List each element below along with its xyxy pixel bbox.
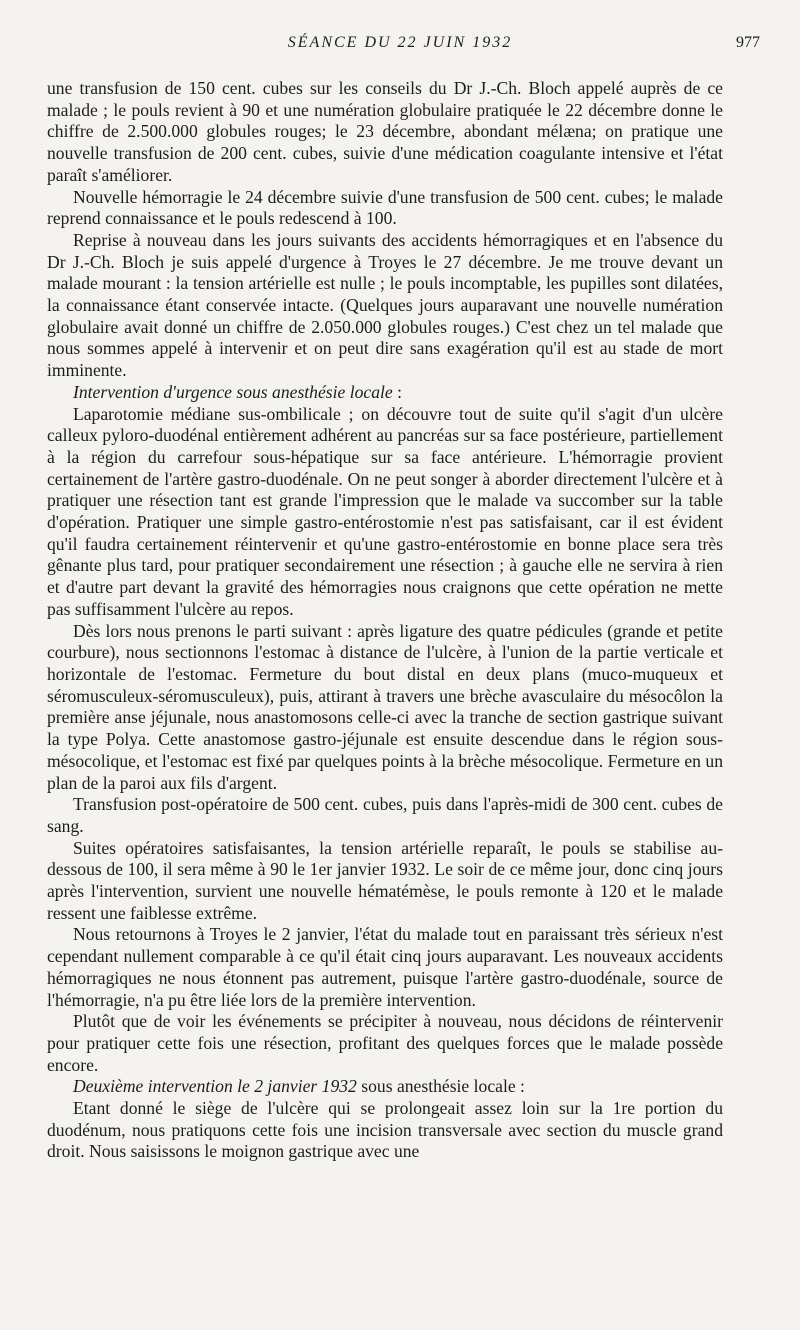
section-heading	[47, 382, 723, 404]
heading-suffix: sous anesthésie locale :	[356, 1076, 525, 1097]
paragraph: Dès lors nous prenons le parti suivant : après ligature des quatre pédicules (grande et petite courbure), nous sectionnons l'estomac à distance de l'ulcère, à l'union de la partie verticale et horizontale de l'estomac. Fermeture du bout distal en deux plans (muco-muqueux et séromusculeux-séromusculeux), puis, attirant à travers une brèche avasculaire du mésocôlon la première anse jéjunale, nous anastomosons celle-ci avec la tranche de section gastrique suivant la type Polya. Cette anastomose gastro-jéjunale est ensuite descendue dans le région sous-mésocolique, et l'estomac est fixé par quelques points à la brèche mésocolique. Fermeture en un plan de la paroi aux fils d'argent.	[47, 620, 723, 793]
paragraph: Plutôt que de voir les événements se précipiter à nouveau, nous décidons de réintervenir pour pratiquer cette fois une résection, profitant des quelques forces que le malade possède encore.	[47, 1011, 723, 1075]
paragraph: Nouvelle hémorragie le 24 décembre suivie d'une transfusion de 500 cent. cubes; le malade reprend connaissance et le pouls redescend à 100.	[47, 186, 723, 229]
heading-text: Deuxième intervention le 2 janvier 1932	[73, 1076, 357, 1097]
heading-suffix: :	[392, 381, 403, 402]
paragraph: Laparotomie médiane sus-ombilicale ; on découvre tout de suite qu'il s'agit d'un ulcère calleux pyloro-duodénal entièrement adhérent au pancréas sur sa face postérieure, partiellement à la région du carrefour sous-hépatique sur sa face antérieure. L'hémorragie provient certainement de l'artère gastro-duodénale. On ne peut songer à aborder directement l'ulcère et à pratiquer une résection tant est grande l'impression que le malade va succomber sur la table d'opération. Pratiquer une simple gastro-entérostomie n'est pas satisfaisant, car il est évident qu'il faudra certainement réintervenir et qu'une gastro-entérostomie en bonne place sera très gênante plus tard, pour pratiquer secondairement une résection ; à gauche elle ne servira à rien et d'autre part devant la gravité des hémorragies nous craignons que cette opération ne mette pas suffisamment l'ulcère au repos.	[47, 403, 723, 619]
heading-text: Intervention d'urgence sous anesthésie locale	[73, 381, 393, 402]
paragraph: Suites opératoires satisfaisantes, la tension artérielle reparaît, le pouls se stabilise au-dessous de 100, il sera même à 90 le 1er janvier 1932. Le soir de ce même jour, donc cinq jours après l'intervention, survient une nouvelle hématémèse, le pouls remonte à 120 et le malade ressent une faiblesse extrême.	[47, 837, 723, 923]
paragraph: Reprise à nouveau dans les jours suivants des accidents hémorragiques et en l'absence du Dr J.-Ch. Bloch je suis appelé d'urgence à Troyes le 27 décembre. Je me trouve devant un malade mourant : la tension artérielle est nulle ; le pouls incomptable, les pupilles sont dilatées, la connaissance étant conservée intacte. (Quelques jours auparavant une nouvelle numération globulaire avait donné un chiffre de 2.050.000 globules rouges.) C'est chez un tel malade que nous sommes appelé à intervenir et on peut dire sans exagération qu'il est au stade de mort imminente.	[47, 229, 723, 381]
body-text	[47, 78, 723, 1163]
running-title: SÉANCE DU 22 JUIN 1932	[287, 34, 513, 51]
page-number: 977	[736, 34, 760, 51]
section-heading	[47, 1076, 723, 1098]
paragraph: une transfusion de 150 cent. cubes sur les conseils du Dr J.-Ch. Bloch appelé auprès de ce malade ; le pouls revient à 90 et une numération globulaire pratiquée le 22 décembre donne le chiffre de 2.500.000 globules rouges; le 23 décembre, abondant mélæna; on pratique une nouvelle transfusion de 200 cent. cubes, suivie d'une médication coagulante intensive et l'état paraît s'améliorer.	[47, 78, 723, 185]
paragraph: Transfusion post-opératoire de 500 cent. cubes, puis dans l'après-midi de 300 cent. cubes de sang.	[47, 794, 723, 836]
running-head	[0, 34, 800, 58]
paragraph: Nous retournons à Troyes le 2 janvier, l'état du malade tout en paraissant très sérieux n'est cependant nullement comparable à ce qu'il était cinq jours auparavant. Les nouveaux accidents hémorragiques ne nous étonnent pas autrement, puisque l'artère gastro-duodénale, source de l'hémorragie, n'a pu être liée lors de la première intervention.	[47, 924, 723, 1010]
paragraph: Etant donné le siège de l'ulcère qui se prolongeait assez loin sur la 1re portion du duodénum, nous pratiquons cette fois une incision transversale avec section du muscle grand droit. Nous saisissons le moignon gastrique avec une	[47, 1098, 723, 1162]
